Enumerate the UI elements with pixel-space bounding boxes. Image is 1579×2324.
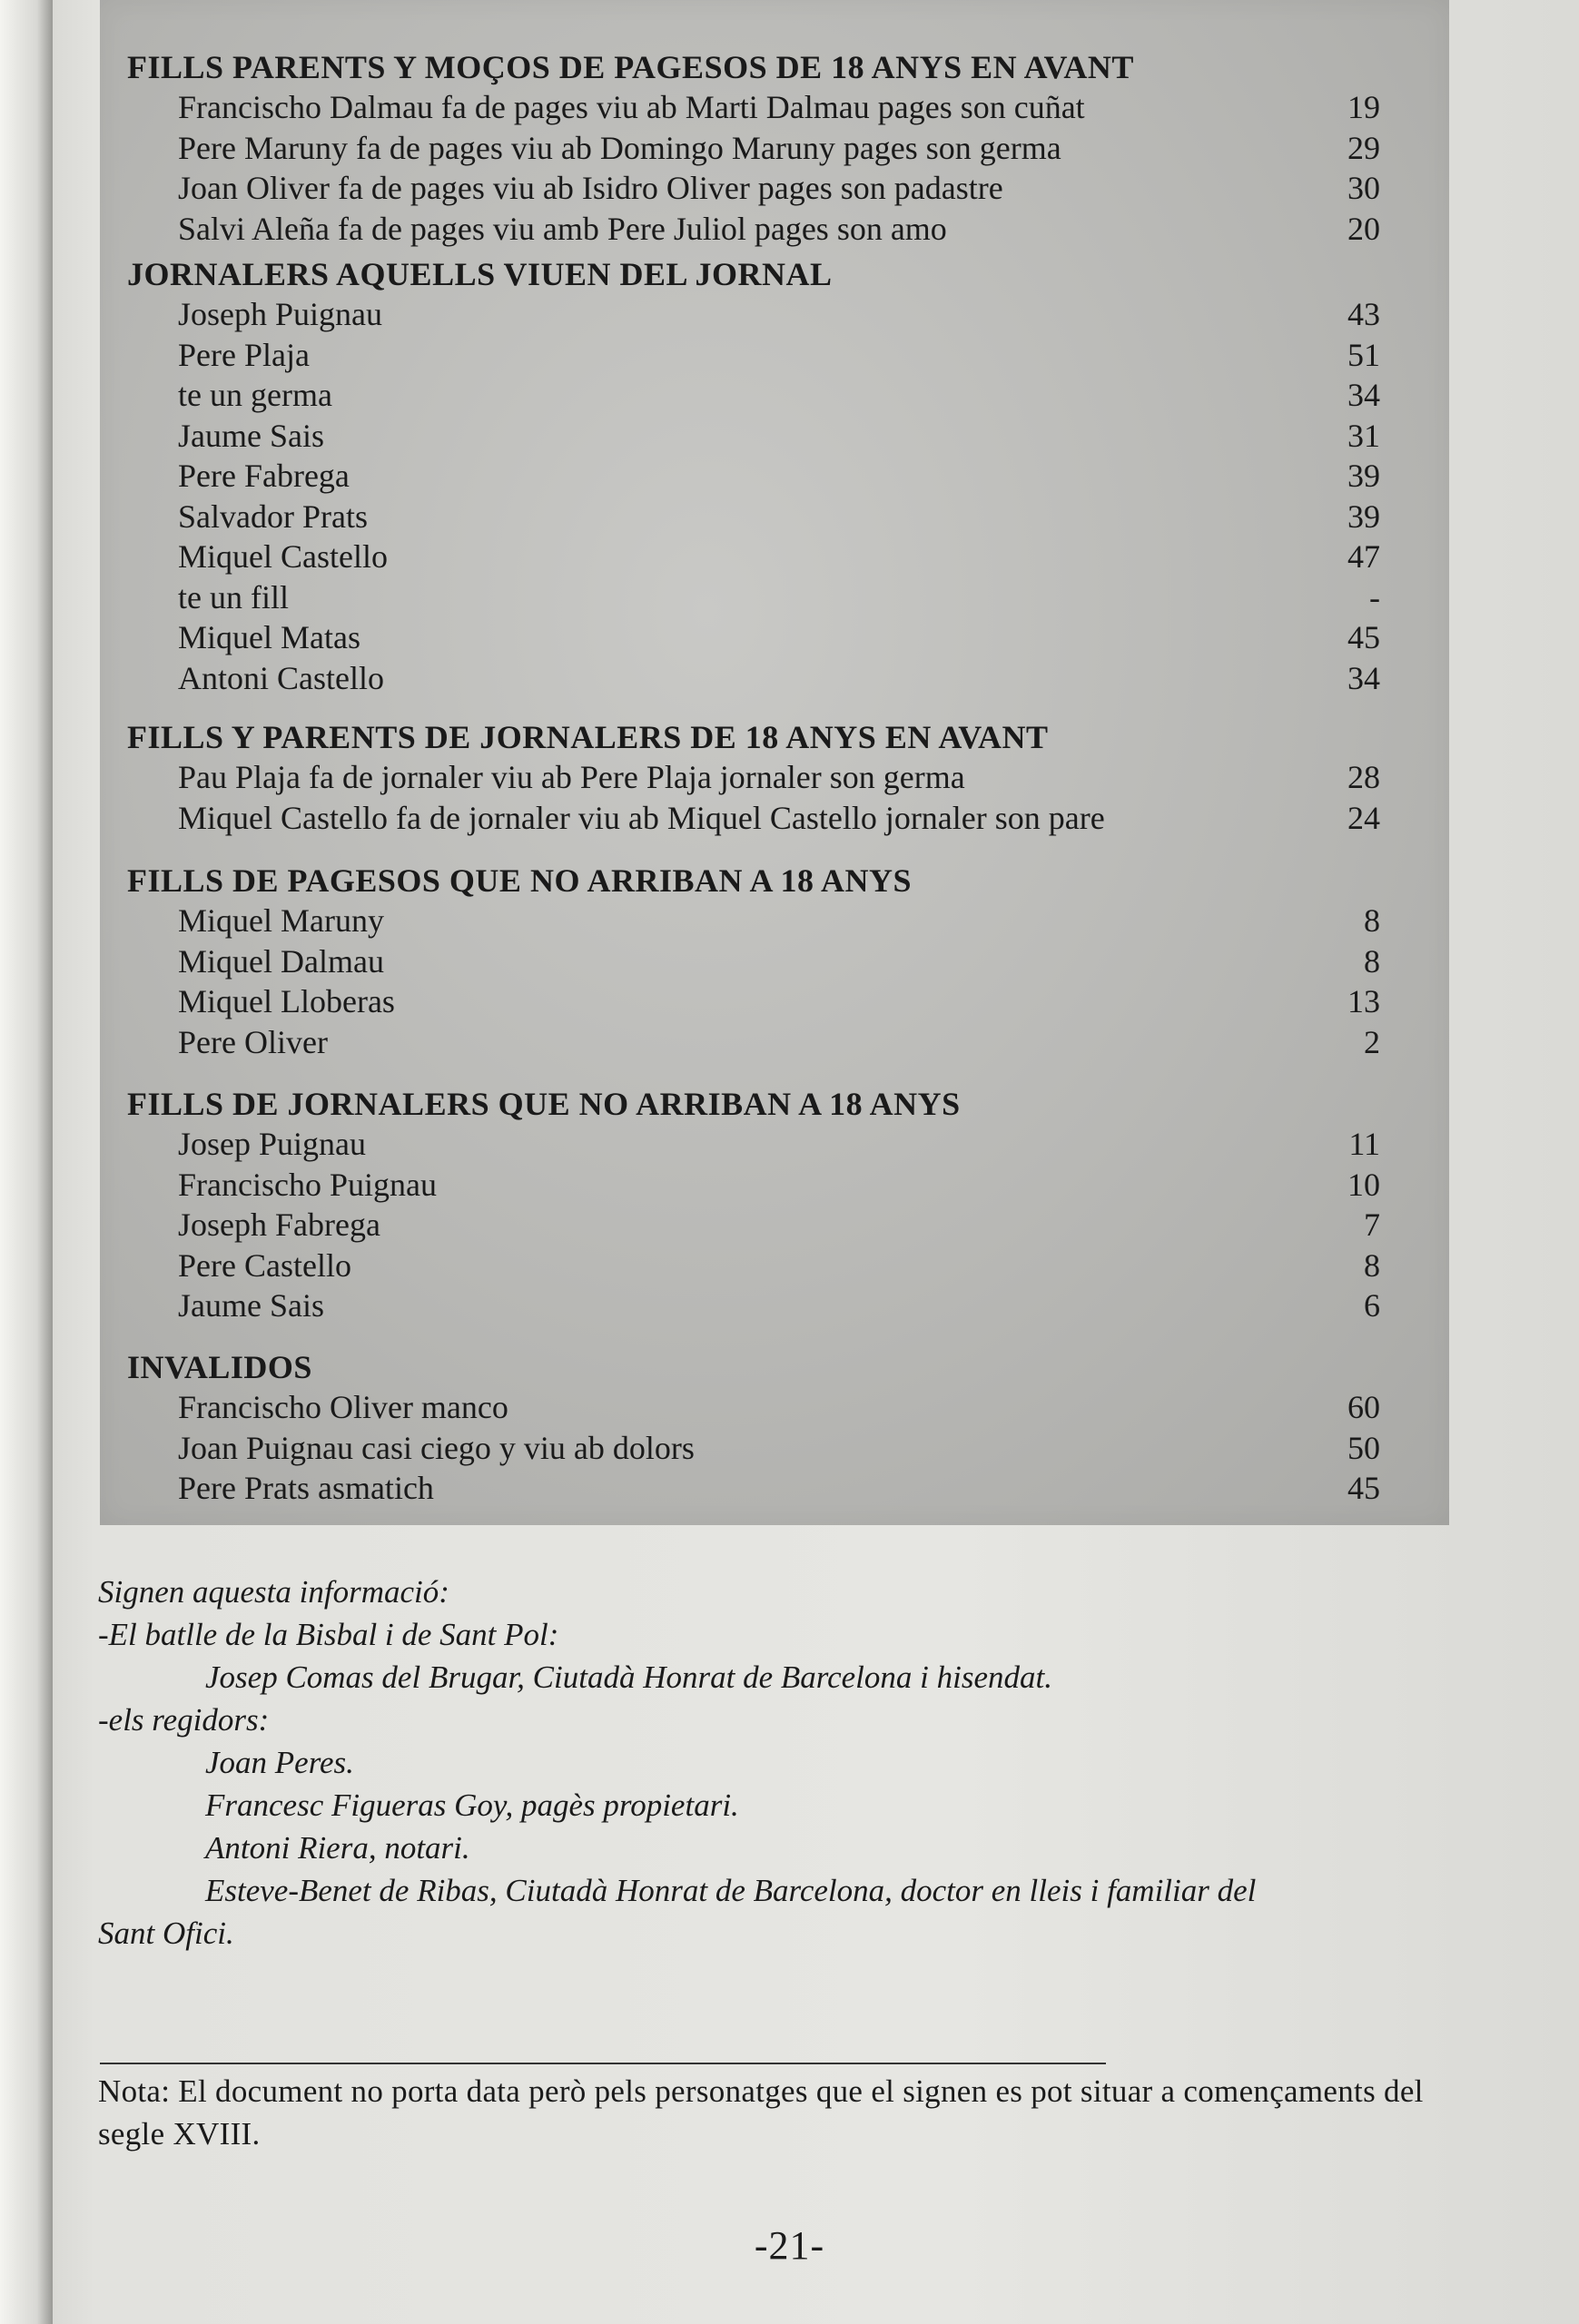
person-name: Miquel Castello — [178, 538, 388, 575]
person-name: Miquel Maruny — [178, 902, 384, 939]
table-row — [127, 1285, 1380, 1326]
table-row — [127, 941, 1380, 982]
page-gutter — [0, 0, 53, 2324]
person-age: 43 — [1347, 296, 1380, 332]
table-row — [127, 87, 1380, 128]
table-row — [127, 1428, 1380, 1469]
regidor-name: Antoni Riera, notari. — [205, 1830, 470, 1866]
person-age: 30 — [1347, 170, 1380, 206]
person-age: 39 — [1347, 497, 1380, 535]
table-row — [127, 1468, 1380, 1509]
person-age: 28 — [1347, 759, 1380, 795]
section-title: JORNALERS AQUELLS VIUEN DEL JORNAL — [127, 256, 833, 292]
person-name: Jaume Sais — [178, 417, 324, 454]
person-name: Joseph Fabrega — [178, 1206, 380, 1243]
regidor-name: Esteve-Benet de Ribas, Ciutadà Honrat de Barcelona, doctor en lleis i familiar del — [205, 1873, 1257, 1908]
table-row — [127, 456, 1380, 497]
table-row — [127, 537, 1380, 577]
person-age: 45 — [1347, 619, 1380, 655]
footnote-divider — [100, 2063, 1106, 2064]
person-name: Joan Oliver fa de pages viu ab Isidro Oliver pages son padastre — [178, 170, 1003, 206]
person-age: 7 — [1364, 1206, 1380, 1243]
person-name: Joseph Puignau — [178, 296, 382, 332]
person-age: 51 — [1347, 336, 1380, 373]
person-name: Joan Puignau casi ciego y viu ab dolors — [178, 1429, 695, 1466]
section-pagesos-adults — [127, 47, 1380, 249]
table-row — [127, 375, 1380, 416]
section-jornalers-minors — [127, 1084, 1380, 1326]
table-row — [127, 1387, 1380, 1428]
person-name: Pau Plaja fa de jornaler viu ab Pere Plaja jornaler son germa — [178, 759, 965, 795]
table-row — [127, 757, 1380, 798]
person-age: 29 — [1347, 129, 1380, 166]
person-name: Miquel Castello fa de jornaler viu ab Miquel Castello jornaler son pare — [178, 799, 1105, 836]
batlle-label: -El batlle de la Bisbal i de Sant Pol: — [98, 1617, 559, 1652]
table-row — [127, 497, 1380, 537]
person-name: Miquel Matas — [178, 619, 360, 655]
table-row — [127, 798, 1380, 839]
section-title: FILLS DE PAGESOS QUE NO ARRIBAN A 18 ANYS — [127, 862, 913, 899]
table-row — [127, 981, 1380, 1022]
table-row — [127, 335, 1380, 376]
table-row — [127, 1165, 1380, 1206]
person-name: Francischo Puignau — [178, 1166, 437, 1203]
regidor-name-continuation: Sant Ofici. — [98, 1915, 234, 1951]
footnote: Nota: El document no porta data però pels personatges que el signen es pot situar a començaments del segle XVIII. — [98, 2073, 1424, 2152]
table-row — [127, 209, 1380, 250]
person-name: Salvi Aleña fa de pages viu amb Pere Juliol pages son amo — [178, 210, 947, 247]
person-name: Jaume Sais — [178, 1287, 324, 1324]
table-row — [127, 128, 1380, 169]
person-age: 50 — [1347, 1429, 1380, 1466]
table-row — [127, 168, 1380, 209]
table-row — [127, 1246, 1380, 1286]
person-name: Pere Plaja — [178, 336, 310, 373]
person-age: 47 — [1347, 538, 1380, 575]
person-age: 8 — [1364, 1246, 1380, 1284]
person-age: 10 — [1347, 1166, 1380, 1203]
section-jornalers — [127, 254, 1380, 698]
person-age: 39 — [1347, 458, 1380, 494]
person-age: 8 — [1364, 942, 1380, 980]
regidor-name: Francesc Figueras Goy, pagès propietari. — [205, 1787, 739, 1823]
regidor-name: Joan Peres. — [205, 1745, 354, 1780]
person-age: 34 — [1347, 659, 1380, 696]
person-age: - — [1369, 578, 1380, 615]
person-age: 24 — [1347, 799, 1380, 836]
section-title: FILLS PARENTS Y MOÇOS DE PAGESOS DE 18 ANYS EN AVANT — [127, 49, 1134, 85]
person-name: Antoni Castello — [178, 659, 384, 696]
person-name: Salvador Prats — [178, 497, 368, 535]
table-row — [127, 617, 1380, 658]
person-age: 20 — [1347, 210, 1380, 247]
section-pagesos-minors — [127, 861, 1380, 1062]
person-name: Pere Prats asmatich — [178, 1470, 434, 1506]
table-row — [127, 901, 1380, 941]
person-age: 2 — [1364, 1023, 1380, 1060]
person-age: 45 — [1347, 1470, 1380, 1506]
person-name: Pere Castello — [178, 1246, 351, 1284]
person-name: Francischo Oliver manco — [178, 1389, 508, 1425]
person-name: Josep Puignau — [178, 1126, 366, 1162]
person-name: Miquel Dalmau — [178, 942, 384, 980]
section-jornalers-adults — [127, 717, 1380, 838]
table-row — [127, 1022, 1380, 1063]
table-row — [127, 294, 1380, 335]
person-age: 8 — [1364, 902, 1380, 939]
person-age: 60 — [1347, 1389, 1380, 1425]
person-age: 34 — [1347, 377, 1380, 413]
page-number: -21- — [754, 2223, 825, 2268]
table-row — [127, 1205, 1380, 1246]
person-age: 6 — [1364, 1287, 1380, 1324]
section-title: FILLS Y PARENTS DE JORNALERS DE 18 ANYS EN AVANT — [127, 719, 1049, 755]
person-age: 19 — [1347, 89, 1380, 125]
table-row — [127, 577, 1380, 618]
person-age: 13 — [1347, 983, 1380, 1019]
person-name: Pere Fabrega — [178, 458, 350, 494]
person-name: Francischo Dalmau fa de pages viu ab Marti Dalmau pages son cuñat — [178, 89, 1085, 125]
signatures-intro: Signen aquesta informació: — [98, 1574, 449, 1610]
section-invalidos — [127, 1347, 1380, 1509]
person-age: 11 — [1348, 1126, 1380, 1162]
section-title: FILLS DE JORNALERS QUE NO ARRIBAN A 18 ANYS — [127, 1086, 961, 1122]
person-name: te un fill — [178, 578, 289, 615]
person-name: te un germa — [178, 377, 332, 413]
table-row — [127, 416, 1380, 457]
person-age: 31 — [1347, 417, 1380, 454]
table-row — [127, 658, 1380, 699]
person-name: Pere Maruny fa de pages viu ab Domingo Maruny pages son germa — [178, 129, 1061, 166]
person-name: Miquel Lloberas — [178, 983, 395, 1019]
person-name: Pere Oliver — [178, 1023, 328, 1060]
batlle-name: Josep Comas del Brugar, Ciutadà Honrat de Barcelona i hisendat. — [205, 1659, 1052, 1695]
table-row — [127, 1124, 1380, 1165]
section-title: INVALIDOS — [127, 1349, 312, 1385]
signatures-block — [98, 1571, 1460, 1955]
regidors-label: -els regidors: — [98, 1702, 270, 1738]
